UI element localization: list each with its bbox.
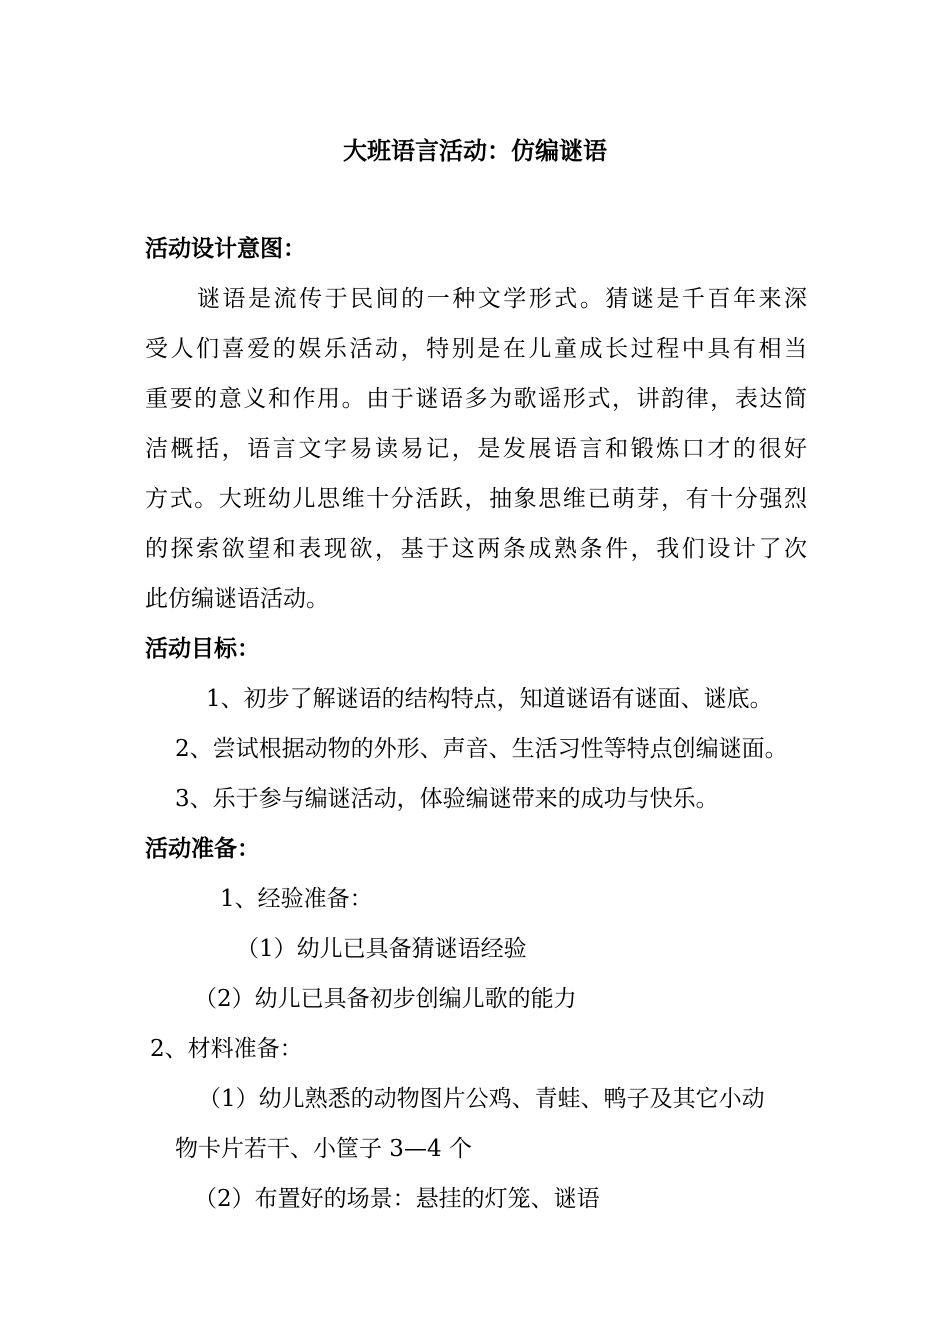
goal-item: 1、初步了解谜语的结构特点，知道谜语有谜面、谜底。 — [206, 686, 773, 712]
prep-experience-item: （1）幼儿已具备猜谜语经验 — [236, 936, 527, 962]
intent-line: 受人们喜爱的娱乐活动，特别是在儿童成长过程中具有相当 — [145, 336, 807, 362]
prep-materials-item: 物卡片若干、小筐子 3—4 个 — [175, 1136, 472, 1162]
prep-subheading-experience: 1、经验准备： — [220, 886, 373, 912]
goal-item: 3、乐于参与编谜活动，体验编谜带来的成功与快乐。 — [175, 786, 719, 812]
section-heading-goals: 活动目标： — [145, 635, 260, 662]
intent-line: 谜语是流传于民间的一种文学形式。猜谜是千百年来深 — [197, 286, 807, 312]
intent-line: 重要的意义和作用。由于谜语多为歌谣形式，讲韵律，表达简 — [145, 386, 807, 412]
prep-materials-item: （1）幼儿熟悉的动物图片公鸡、青蛙、鸭子及其它小动 — [198, 1086, 765, 1112]
prep-materials-item: （2）布置好的场景：悬挂的灯笼、谜语 — [194, 1186, 600, 1212]
prep-experience-item: （2）幼儿已具备初步创编儿歌的能力 — [194, 986, 577, 1012]
intent-line: 的探索欲望和表现欲，基于这两条成熟条件，我们设计了次 — [145, 536, 807, 562]
section-heading-intent: 活动设计意图： — [145, 235, 306, 262]
intent-line: 方式。大班幼儿思维十分活跃，抽象思维已萌芽，有十分强烈 — [145, 486, 807, 512]
prep-subheading-materials: 2、材料准备： — [150, 1036, 303, 1062]
intent-line: 洁概括，语言文字易读易记，是发展语言和锻炼口才的很好 — [145, 436, 807, 462]
document-title: 大班语言活动：仿编谜语 — [343, 136, 607, 165]
section-heading-prep: 活动准备： — [145, 835, 260, 862]
intent-line: 此仿编谜语活动。 — [145, 586, 329, 612]
goal-item: 2、尝试根据动物的外形、声音、生活习性等特点创编谜面。 — [175, 736, 788, 762]
